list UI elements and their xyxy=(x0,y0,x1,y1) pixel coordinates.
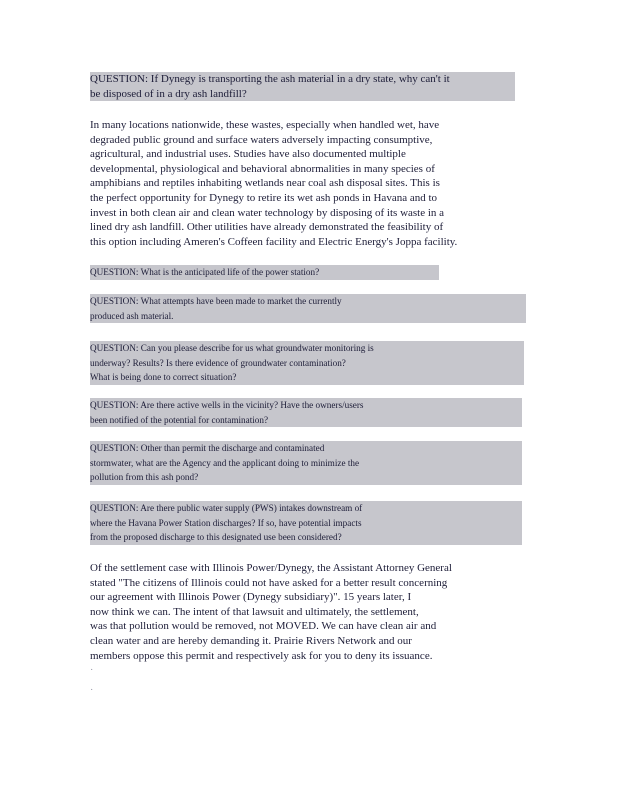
text-line: where the Havana Power Station discharges? If so, have potential impacts xyxy=(90,517,362,528)
text-line: now think we can. The intent of that lawsuit and ultimately, the settlement, xyxy=(90,605,419,618)
text-line: QUESTION: What attempts have been made to market the currently xyxy=(90,296,342,306)
text-line: QUESTION: Are there active wells in the vicinity? Have the owners/users xyxy=(90,400,364,410)
text-line: QUESTION: Other than permit the discharge and contaminated xyxy=(90,443,325,453)
text-line: produced ash material. xyxy=(90,310,174,321)
text-line: was that pollution would be removed, not MOVED. We can have clean air and xyxy=(90,620,437,633)
stray-mark: ˙ xyxy=(90,688,94,699)
text-line: the perfect opportunity for Dynegy to retire its wet ash ponds in Havana and to xyxy=(90,191,438,204)
text-line: amphibians and reptiles inhabiting wetlands near coal ash disposal sites. This is xyxy=(90,177,440,190)
text-line: agricultural, and industrial uses. Studies have also documented multiple xyxy=(90,148,406,161)
question-stormwater xyxy=(90,441,522,485)
text-line: this option including Ameren's Coffeen facility and Electric Energy's Joppa facility. xyxy=(90,235,458,248)
question-dry-landfill xyxy=(90,72,515,101)
question-station-life xyxy=(90,265,439,280)
question-pws-intakes xyxy=(90,501,522,545)
text-line: pollution from this ash pond? xyxy=(90,472,199,482)
text-line: be disposed of in a dry ash landfill? xyxy=(90,87,247,100)
text-line: developmental, physiological and behavioral abnormalities in many species of xyxy=(90,162,435,175)
text-line: stated "The citizens of Illinois could not have asked for a better result concerning xyxy=(90,576,448,589)
text-line: members oppose this permit and respectively ask for you to deny its issuance. xyxy=(90,649,433,662)
answer-paragraph xyxy=(90,118,524,249)
text-line: invest in both clean air and clean water technology by disposing of its waste in a xyxy=(90,206,445,219)
text-line: stormwater, what are the Agency and the applicant doing to minimize the xyxy=(90,457,360,468)
text-line: lined dry ash landfill. Other utilities have already demonstrated the feasibility of xyxy=(90,221,444,234)
text-line: In many locations nationwide, these wastes, especially when handled wet, have xyxy=(90,119,440,131)
question-active-wells xyxy=(90,398,522,427)
text-line: been notified of the potential for contamination? xyxy=(90,414,269,425)
text-line: Of the settlement case with Illinois Power/Dynegy, the Assistant Attorney General xyxy=(90,562,452,574)
text-line: QUESTION: Can you please describe for us what groundwater monitoring is xyxy=(90,343,374,353)
text-line: QUESTION: Are there public water supply (PWS) intakes downstream of xyxy=(90,503,363,513)
closing-paragraph xyxy=(90,561,524,663)
text-line: our agreement with Illinois Power (Dynegy subsidiary)". 15 years later, I xyxy=(90,591,412,604)
text-line: degraded public ground and surface waters adversely impacting consumptive, xyxy=(90,133,433,146)
text-line: QUESTION: If Dynegy is transporting the ash material in a dry state, why can't it xyxy=(90,73,450,85)
text-line: clean water and are hereby demanding it. Prairie Rivers Network and our xyxy=(90,634,412,647)
stray-mark: ˙ xyxy=(90,668,94,679)
question-groundwater-monitoring xyxy=(90,341,524,385)
text-line: from the proposed discharge to this designated use been considered? xyxy=(90,532,342,542)
text-line: underway? Results? Is there evidence of groundwater contamination? xyxy=(90,357,346,368)
question-market-ash xyxy=(90,294,526,323)
text-line: What is being done to correct situation? xyxy=(90,372,237,382)
text-line: QUESTION: What is the anticipated life of the power station? xyxy=(90,267,320,277)
